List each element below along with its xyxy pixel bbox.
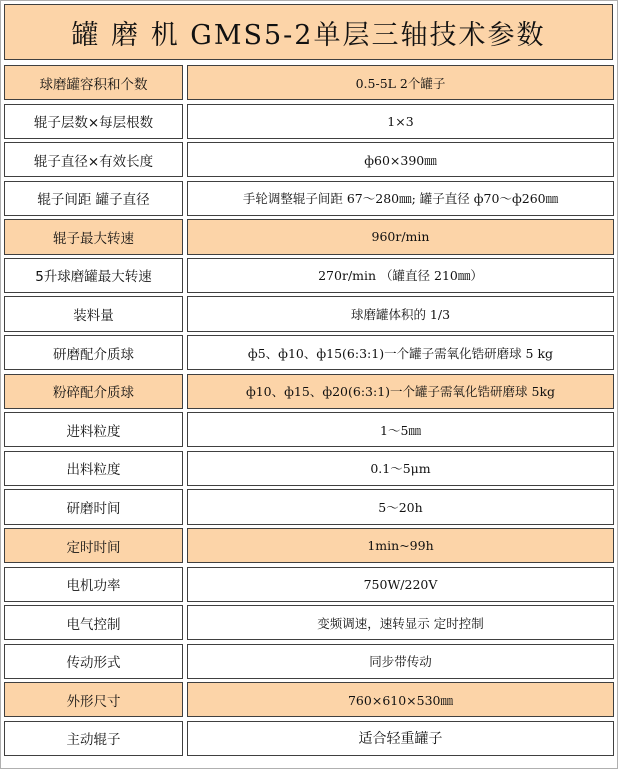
spec-table <box>4 65 614 759</box>
spec-row <box>4 528 614 563</box>
spec-label: 定时时间 <box>4 528 183 563</box>
spec-row <box>4 258 614 293</box>
spec-row <box>4 65 614 100</box>
spec-label: 传动形式 <box>4 644 183 679</box>
spec-label: 研磨配介质球 <box>4 335 183 370</box>
spec-row <box>4 605 614 640</box>
spec-label: 进料粒度 <box>4 412 183 447</box>
spec-row <box>4 374 614 409</box>
spec-row <box>4 335 614 370</box>
spec-value: 1×3 <box>187 104 614 139</box>
spec-row <box>4 489 614 524</box>
spec-row <box>4 296 614 331</box>
spec-value: 同步带传动 <box>187 644 614 679</box>
spec-value: 手轮调整辊子间距 67～280㎜; 罐子直径 ф70～ф260㎜ <box>187 181 614 216</box>
spec-row <box>4 181 614 216</box>
spec-label: 辊子层数×每层根数 <box>4 104 183 139</box>
spec-value: 960r/min <box>187 219 614 254</box>
spec-label: 球磨罐容积和个数 <box>4 65 183 100</box>
spec-value: ф5、ф10、ф15(6:3:1)一个罐子需氧化锆研磨球 5 kg <box>187 335 614 370</box>
spec-row <box>4 567 614 602</box>
spec-row <box>4 412 614 447</box>
spec-value: 5～20h <box>187 489 614 524</box>
spec-row <box>4 142 614 177</box>
spec-label: 5升球磨罐最大转速 <box>4 258 183 293</box>
spec-value: 变频调速，速转显示 定时控制 <box>187 605 614 640</box>
spec-value: 760×610×530㎜ <box>187 682 614 717</box>
spec-label: 电机功率 <box>4 567 183 602</box>
spec-value: 1min~99h <box>187 528 614 563</box>
spec-label: 主动辊子 <box>4 721 183 756</box>
spec-row <box>4 104 614 139</box>
spec-value: ф10、ф15、ф20(6:3:1)一个罐子需氧化锆研磨球 5kg <box>187 374 614 409</box>
spec-label: 辊子间距 罐子直径 <box>4 181 183 216</box>
spec-row <box>4 721 614 756</box>
spec-value: 球磨罐体积的 1/3 <box>187 296 614 331</box>
spec-row <box>4 682 614 717</box>
spec-row <box>4 219 614 254</box>
spec-value: ф60×390㎜ <box>187 142 614 177</box>
table-title: 罐 磨 机 GMS5-2单层三轴技术参数 <box>4 4 613 60</box>
spec-value: 0.5-5L 2个罐子 <box>187 65 614 100</box>
spec-value: 270r/min （罐直径 210㎜） <box>187 258 614 293</box>
spec-label: 外形尺寸 <box>4 682 183 717</box>
spec-value: 1～5㎜ <box>187 412 614 447</box>
spec-label: 研磨时间 <box>4 489 183 524</box>
spec-value: 0.1～5μm <box>187 451 614 486</box>
spec-label: 辊子直径×有效长度 <box>4 142 183 177</box>
spec-label: 辊子最大转速 <box>4 219 183 254</box>
spec-label: 电气控制 <box>4 605 183 640</box>
spec-row <box>4 644 614 679</box>
spec-value: 750W/220V <box>187 567 614 602</box>
spec-label: 出料粒度 <box>4 451 183 486</box>
spec-value: 适合轻重罐子 <box>187 721 614 756</box>
spec-label: 粉碎配介质球 <box>4 374 183 409</box>
spec-label: 装料量 <box>4 296 183 331</box>
spec-row <box>4 451 614 486</box>
